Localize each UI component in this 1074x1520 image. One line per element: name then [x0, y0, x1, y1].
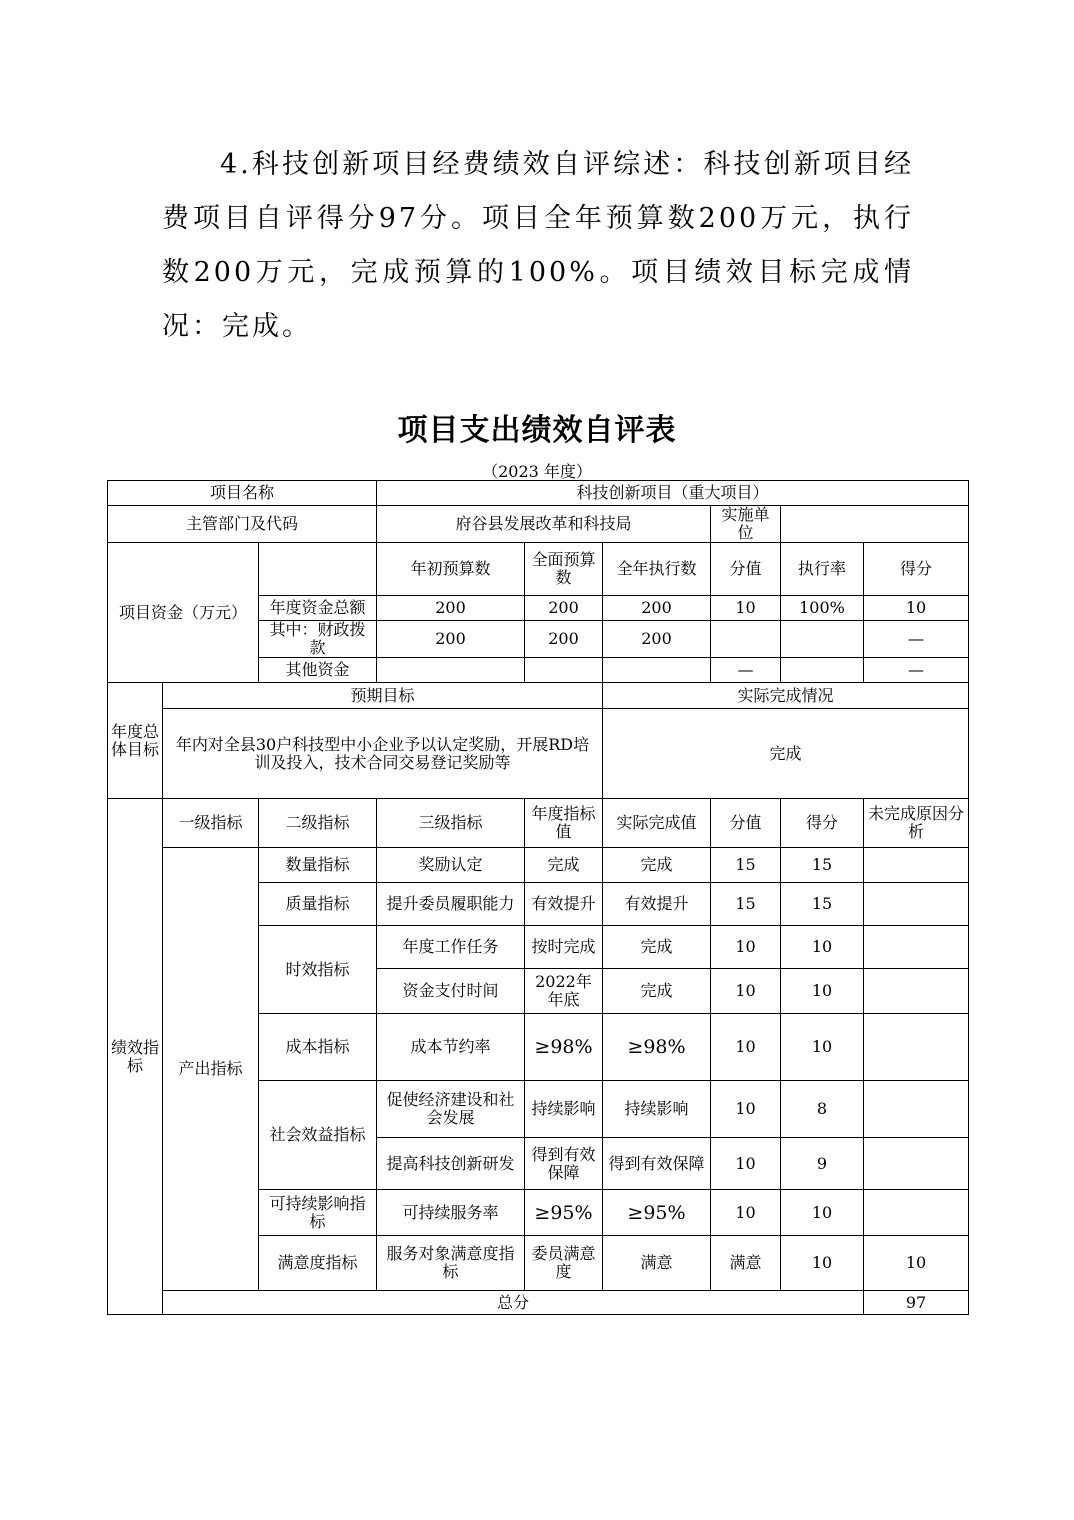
- perf-got: 15: [781, 883, 864, 926]
- perf-got: 15: [781, 848, 864, 883]
- funds-cell: 200: [525, 596, 603, 621]
- perf-header-cell: 一级指标: [163, 799, 259, 848]
- perf-reason: [864, 848, 969, 883]
- summary-paragraph: 4.科技创新项目经费绩效自评综述：科技创新项目经费项目自评得分97分。项目全年预算数200万元，执行数200万元，完成预算的100%。项目绩效目标完成情况：完成。: [162, 149, 914, 342]
- perf-header-cell: 分值: [711, 799, 781, 848]
- perf-header-cell: 得分: [781, 799, 864, 848]
- perf-l2: 社会效益指标: [259, 1081, 377, 1190]
- perf-actual: 持续影响: [603, 1081, 711, 1138]
- perf-got: 10: [781, 969, 864, 1014]
- perf-actual: ≥95%: [603, 1190, 711, 1236]
- actual-goal-label: 实际完成情况: [603, 683, 969, 709]
- perf-score: 10: [711, 1081, 781, 1138]
- perf-actual: ≥98%: [603, 1014, 711, 1081]
- funds-header-blank: [259, 543, 377, 596]
- perf-score: 10: [711, 1190, 781, 1236]
- funds-cell: 10: [864, 596, 969, 621]
- perf-label: 绩效指标: [108, 799, 163, 1315]
- perf-reason: [864, 1081, 969, 1138]
- perf-header-cell: 未完成原因分析: [864, 799, 969, 848]
- satisfaction-actual: 满意: [711, 1236, 781, 1291]
- perf-actual: 完成: [603, 969, 711, 1014]
- funds-header-row: [108, 543, 969, 596]
- goals-header-row: [108, 683, 969, 709]
- funds-cell: 200: [377, 596, 525, 621]
- funds-row-name: 年度资金总额: [259, 596, 377, 621]
- funds-row-name: 其中：财政拨款: [259, 621, 377, 658]
- funds-cell: 100%: [781, 596, 864, 621]
- funds-cell: [377, 658, 525, 683]
- perf-reason: [864, 1138, 969, 1190]
- perf-reason: [864, 883, 969, 926]
- perf-score: 10: [711, 1014, 781, 1081]
- satisfaction-l2: 服务对象满意度指标: [377, 1236, 525, 1291]
- perf-header-cell: 实际完成值: [603, 799, 711, 848]
- perf-target: 按时完成: [525, 926, 603, 969]
- output-indicator-label: 产出指标: [163, 848, 259, 1291]
- perf-target: ≥95%: [525, 1190, 603, 1236]
- perf-reason: [864, 1190, 969, 1236]
- perf-got: 9: [781, 1138, 864, 1190]
- funds-cell: 200: [377, 621, 525, 658]
- perf-got: 8: [781, 1081, 864, 1138]
- perf-l2: 质量指标: [259, 883, 377, 926]
- satisfaction-target: 满意: [603, 1236, 711, 1291]
- dept-label: 主管部门及代码: [108, 506, 377, 543]
- table-title: 项目支出绩效自评表: [397, 413, 677, 448]
- dept-row: [108, 506, 969, 543]
- perf-l3: 成本节约率: [377, 1014, 525, 1081]
- funds-cell: [711, 621, 781, 658]
- perf-actual: 有效提升: [603, 883, 711, 926]
- perf-score: 10: [711, 969, 781, 1014]
- perf-l3: 提高科技创新研发: [377, 1138, 525, 1190]
- total-value: 97: [864, 1291, 969, 1315]
- satisfaction-l3: 委员满意度: [525, 1236, 603, 1291]
- project-name-row: [108, 481, 969, 506]
- perf-header-cell: 二级指标: [259, 799, 377, 848]
- goals-row: [108, 709, 969, 799]
- perf-l2: 可持续影响指标: [259, 1190, 377, 1236]
- funds-row-name: 其他资金: [259, 658, 377, 683]
- perf-target: 完成: [525, 848, 603, 883]
- funds-header-cell: 执行率: [781, 543, 864, 596]
- expected-goal-text: 年内对全县30户科技型中小企业予以认定奖励，开展RD培训及投入，技术合同交易登记奖励等: [163, 709, 603, 799]
- perf-actual: 完成: [603, 848, 711, 883]
- perf-got: 10: [781, 1014, 864, 1081]
- perf-l2: 时效指标: [259, 926, 377, 1014]
- funds-header-cell: 得分: [864, 543, 969, 596]
- funds-cell: —: [711, 658, 781, 683]
- dept-value: 府谷县发展改革和科技局: [377, 506, 711, 543]
- funds-header-cell: 全面预算数: [525, 543, 603, 596]
- funds-cell: 200: [603, 621, 711, 658]
- perf-header-cell: 年度指标值: [525, 799, 603, 848]
- project-name-value: 科技创新项目（重大项目）: [377, 481, 969, 506]
- funds-label: 项目资金（万元）: [108, 543, 259, 683]
- funds-header-cell: 全年执行数: [603, 543, 711, 596]
- funds-cell: —: [864, 658, 969, 683]
- perf-header-cell: 三级指标: [377, 799, 525, 848]
- perf-l2: 数量指标: [259, 848, 377, 883]
- perf-l3: 年度工作任务: [377, 926, 525, 969]
- perf-got: 10: [781, 1190, 864, 1236]
- perf-l3: 促使经济建设和社会发展: [377, 1081, 525, 1138]
- funds-cell: [781, 621, 864, 658]
- perf-target: 持续影响: [525, 1081, 603, 1138]
- satisfaction-score: 10: [781, 1236, 864, 1291]
- perf-l3: 奖励认定: [377, 848, 525, 883]
- perf-l3: 提升委员履职能力: [377, 883, 525, 926]
- goals-label: 年度总体目标: [108, 683, 163, 799]
- performance-table: [107, 480, 969, 1315]
- perf-header-row: [108, 799, 969, 848]
- perf-reason: [864, 969, 969, 1014]
- perf-target: 得到有效保障: [525, 1138, 603, 1190]
- perf-reason: [864, 926, 969, 969]
- perf-score: 15: [711, 883, 781, 926]
- perf-l2: 成本指标: [259, 1014, 377, 1081]
- perf-actual: 得到有效保障: [603, 1138, 711, 1190]
- funds-header-cell: 年初预算数: [377, 543, 525, 596]
- funds-cell: [525, 658, 603, 683]
- actual-goal-text: 完成: [603, 709, 969, 799]
- funds-cell: 200: [603, 596, 711, 621]
- perf-target: ≥98%: [525, 1014, 603, 1081]
- funds-cell: —: [864, 621, 969, 658]
- perf-row: [108, 848, 969, 883]
- perf-score: 15: [711, 848, 781, 883]
- satisfaction-l1: 满意度指标: [259, 1236, 377, 1291]
- perf-score: 10: [711, 1138, 781, 1190]
- perf-reason: [864, 1014, 969, 1081]
- perf-score: 10: [711, 926, 781, 969]
- expected-goal-label: 预期目标: [163, 683, 603, 709]
- perf-l3: 可持续服务率: [377, 1190, 525, 1236]
- funds-header-cell: 分值: [711, 543, 781, 596]
- perf-actual: 完成: [603, 926, 711, 969]
- table-year: （2023 年度）: [482, 462, 592, 481]
- perf-l3: 资金支付时间: [377, 969, 525, 1014]
- funds-cell: 200: [525, 621, 603, 658]
- funds-cell: [603, 658, 711, 683]
- total-row: [108, 1291, 969, 1315]
- funds-cell: 10: [711, 596, 781, 621]
- perf-target: 2022年年底: [525, 969, 603, 1014]
- funds-cell: [781, 658, 864, 683]
- project-name-label: 项目名称: [108, 481, 377, 506]
- perf-target: 有效提升: [525, 883, 603, 926]
- impl-value: [781, 506, 969, 543]
- satisfaction-got: 10: [864, 1236, 969, 1291]
- impl-label: 实施单位: [711, 506, 781, 543]
- total-label: 总分: [163, 1291, 864, 1315]
- perf-got: 10: [781, 926, 864, 969]
